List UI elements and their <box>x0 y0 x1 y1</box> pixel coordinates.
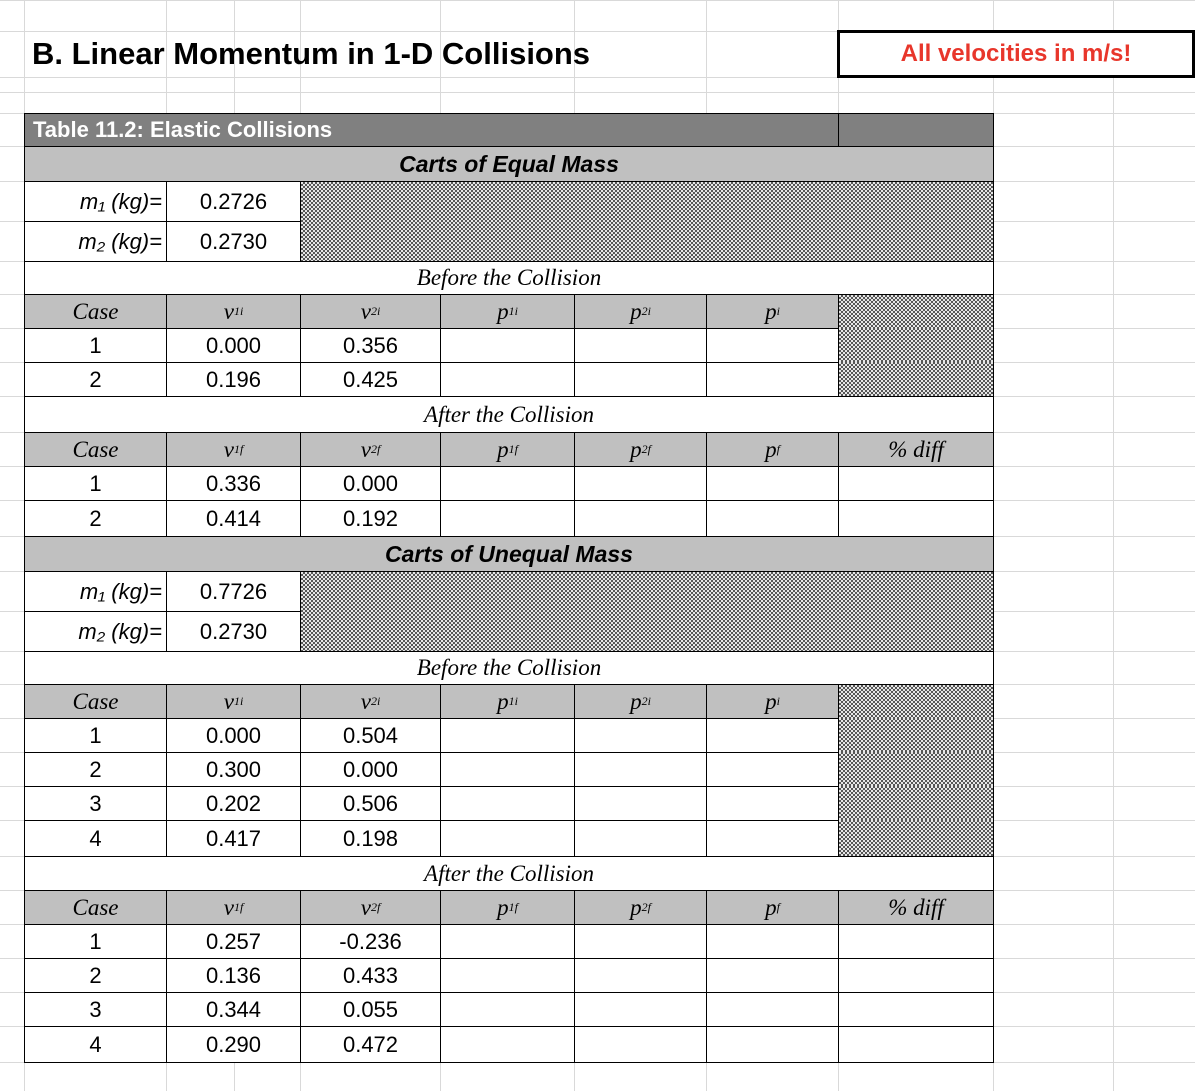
unequal-after-v2-4: 0.472 <box>300 1026 441 1063</box>
header-symbol: v <box>360 894 371 920</box>
unequal-after-p2-input-4[interactable] <box>574 1026 707 1063</box>
unequal-after-v1-1: 0.257 <box>166 924 301 959</box>
equal-after-v1-2: 0.414 <box>166 500 301 537</box>
unequal-before-col-p2i-header <box>574 684 707 719</box>
header-subscript: 2i <box>370 694 381 708</box>
equal-before-p1-input-2[interactable] <box>440 362 575 397</box>
header-symbol: p <box>765 688 777 714</box>
unequal-m1-label: m₁ (kg)= <box>24 571 167 612</box>
equal-after-pct-diff-header: % diff <box>838 432 994 467</box>
unequal-after-pct-diff-input-1[interactable] <box>838 924 994 959</box>
header-symbol: p <box>630 298 642 324</box>
unequal-after-col-pf-header <box>706 890 839 925</box>
header-subscript: 2f <box>641 900 651 914</box>
unequal-after-p1-input-2[interactable] <box>440 958 575 993</box>
unequal-before-shaded-cell <box>838 752 994 787</box>
unequal-after-col-v2f-header <box>300 890 441 925</box>
equal-before-case-2: 2 <box>24 362 167 397</box>
equal-before-col-pi-header <box>706 294 839 329</box>
equal-before-p-input-1[interactable] <box>706 328 839 363</box>
unequal-after-p-input-4[interactable] <box>706 1026 839 1063</box>
header-subscript: 1f <box>233 900 244 914</box>
unequal-before-p2-input-2[interactable] <box>574 752 707 787</box>
header-subscript: i <box>776 694 780 708</box>
header-subscript: 1f <box>233 442 244 456</box>
header-subscript: i <box>776 304 780 318</box>
unequal-after-p1-input-3[interactable] <box>440 992 575 1027</box>
table-title-end-cell <box>838 113 994 147</box>
unequal-before-p2-input-3[interactable] <box>574 786 707 821</box>
table-title: Table 11.2: Elastic Collisions <box>24 113 839 147</box>
equal-after-v2-1: 0.000 <box>300 466 441 501</box>
header-symbol: v <box>223 436 234 462</box>
unequal-before-p1-input-4[interactable] <box>440 820 575 857</box>
equal-after-p1-input-2[interactable] <box>440 500 575 537</box>
header-symbol: v <box>360 436 371 462</box>
unequal-after-pct-diff-input-2[interactable] <box>838 958 994 993</box>
equal-after-col-p2f-header <box>574 432 707 467</box>
equal-before-v1-2: 0.196 <box>166 362 301 397</box>
unequal-before-p-input-3[interactable] <box>706 786 839 821</box>
equal-before-case-1: 1 <box>24 328 167 363</box>
unequal-after-case-2: 2 <box>24 958 167 993</box>
header-subscript: f <box>776 900 780 914</box>
unequal-before-case-3: 3 <box>24 786 167 821</box>
header-symbol: p <box>497 894 509 920</box>
header-subscript: 2f <box>370 442 381 456</box>
unequal-after-col-v1f-header <box>166 890 301 925</box>
equal-before-col-v1i-header <box>166 294 301 329</box>
equal-after-p1-input-1[interactable] <box>440 466 575 501</box>
equal-after-p2-input-1[interactable] <box>574 466 707 501</box>
unequal-before-p2-input-4[interactable] <box>574 820 707 857</box>
header-subscript: 1i <box>233 694 244 708</box>
equal-before-v1-1: 0.000 <box>166 328 301 363</box>
header-subscript: 2f <box>370 900 381 914</box>
equal-m2-label: m₂ (kg)= <box>24 221 167 262</box>
equal-before-p2-input-2[interactable] <box>574 362 707 397</box>
unequal-after-p-input-3[interactable] <box>706 992 839 1027</box>
equal-before-p-input-2[interactable] <box>706 362 839 397</box>
unequal-after-label: After the Collision <box>24 856 994 891</box>
equal-before-col-p1i-header <box>440 294 575 329</box>
header-subscript: 2i <box>641 304 651 318</box>
header-symbol: v <box>360 688 371 714</box>
unequal-after-case-header: Case <box>24 890 167 925</box>
unequal-before-case-2: 2 <box>24 752 167 787</box>
unequal-after-v1-4: 0.290 <box>166 1026 301 1063</box>
equal-after-case-header: Case <box>24 432 167 467</box>
unequal-before-case-1: 1 <box>24 718 167 753</box>
equal-before-p1-input-1[interactable] <box>440 328 575 363</box>
unequal-before-case-4: 4 <box>24 820 167 857</box>
header-symbol: v <box>360 298 371 324</box>
unequal-before-p-input-1[interactable] <box>706 718 839 753</box>
unequal-before-v1-4: 0.417 <box>166 820 301 857</box>
equal-section-header: Carts of Equal Mass <box>24 146 994 182</box>
unequal-m2-label: m₂ (kg)= <box>24 611 167 652</box>
header-subscript: 1i <box>508 304 518 318</box>
unequal-m1-value: 0.7726 <box>166 571 301 612</box>
unequal-before-p-input-2[interactable] <box>706 752 839 787</box>
unequal-before-p2-input-1[interactable] <box>574 718 707 753</box>
unequal-after-case-3: 3 <box>24 992 167 1027</box>
unequal-before-p-input-4[interactable] <box>706 820 839 857</box>
unequal-after-col-p2f-header <box>574 890 707 925</box>
header-subscript: 2i <box>641 694 651 708</box>
equal-after-label: After the Collision <box>24 396 994 433</box>
header-subscript: 1f <box>508 442 518 456</box>
unequal-after-p2-input-2[interactable] <box>574 958 707 993</box>
unequal-after-p2-input-1[interactable] <box>574 924 707 959</box>
unequal-after-p2-input-3[interactable] <box>574 992 707 1027</box>
equal-before-col-p2i-header <box>574 294 707 329</box>
equal-after-col-v2f-header <box>300 432 441 467</box>
header-symbol: p <box>630 688 642 714</box>
unequal-after-v1-2: 0.136 <box>166 958 301 993</box>
equal-after-pct-diff-input-2[interactable] <box>838 500 994 537</box>
unequal-after-p1-input-4[interactable] <box>440 1026 575 1063</box>
unequal-before-col-pi-header <box>706 684 839 719</box>
equal-after-p2-input-2[interactable] <box>574 500 707 537</box>
header-symbol: p <box>497 436 509 462</box>
unequal-after-pct-diff-input-3[interactable] <box>838 992 994 1027</box>
equal-before-col-v2i-header <box>300 294 441 329</box>
unequal-before-col-v1i-header <box>166 684 301 719</box>
equal-after-col-v1f-header <box>166 432 301 467</box>
header-subscript: 1i <box>508 694 518 708</box>
unequal-section-header: Carts of Unequal Mass <box>24 536 994 572</box>
equal-after-v1-1: 0.336 <box>166 466 301 501</box>
equal-before-v2-1: 0.356 <box>300 328 441 363</box>
unequal-after-p1-input-1[interactable] <box>440 924 575 959</box>
unequal-before-v2-1: 0.504 <box>300 718 441 753</box>
header-symbol: p <box>765 436 777 462</box>
equal-m1-label: m₁ (kg)= <box>24 181 167 222</box>
unequal-before-shaded-cell <box>838 786 994 821</box>
unequal-before-v1-2: 0.300 <box>166 752 301 787</box>
unequal-before-col-v2i-header <box>300 684 441 719</box>
header-subscript: 1i <box>233 304 244 318</box>
unequal-before-col-p1i-header <box>440 684 575 719</box>
unequal-before-label: Before the Collision <box>24 651 994 685</box>
unequal-after-pct-diff-header: % diff <box>838 890 994 925</box>
unequal-before-shaded-cell <box>838 718 994 753</box>
equal-before-shaded-cell <box>838 294 994 329</box>
unequal-after-v2-1: -0.236 <box>300 924 441 959</box>
equal-before-p2-input-1[interactable] <box>574 328 707 363</box>
equal-after-case-2: 2 <box>24 500 167 537</box>
equal-after-col-p1f-header <box>440 432 575 467</box>
equal-m1-value: 0.2726 <box>166 181 301 222</box>
unequal-before-v2-2: 0.000 <box>300 752 441 787</box>
unequal-after-p-input-1[interactable] <box>706 924 839 959</box>
unequal-before-case-header: Case <box>24 684 167 719</box>
unequal-after-case-4: 4 <box>24 1026 167 1063</box>
equal-after-v2-2: 0.192 <box>300 500 441 537</box>
unequal-after-col-p1f-header <box>440 890 575 925</box>
unequal-after-case-1: 1 <box>24 924 167 959</box>
unequal-before-v2-3: 0.506 <box>300 786 441 821</box>
unequal-shaded-block <box>300 571 994 652</box>
header-symbol: v <box>223 298 234 324</box>
header-symbol: p <box>497 298 509 324</box>
equal-before-shaded-cell <box>838 328 994 363</box>
header-symbol: p <box>765 298 777 324</box>
header-subscript: 2f <box>641 442 651 456</box>
unequal-before-p1-input-2[interactable] <box>440 752 575 787</box>
unequal-before-p1-input-1[interactable] <box>440 718 575 753</box>
equal-before-case-header: Case <box>24 294 167 329</box>
header-symbol: p <box>630 894 642 920</box>
header-subscript: f <box>776 442 780 456</box>
equal-m2-value: 0.2730 <box>166 221 301 262</box>
equal-after-col-pf-header <box>706 432 839 467</box>
unequal-after-p-input-2[interactable] <box>706 958 839 993</box>
header-symbol: p <box>497 688 509 714</box>
equal-after-p-input-2[interactable] <box>706 500 839 537</box>
velocity-units-notice: All velocities in m/s! <box>837 30 1195 78</box>
unequal-after-v1-3: 0.344 <box>166 992 301 1027</box>
equal-before-v2-2: 0.425 <box>300 362 441 397</box>
header-subscript: 1f <box>508 900 518 914</box>
unequal-after-pct-diff-input-4[interactable] <box>838 1026 994 1063</box>
equal-shaded-block <box>300 181 994 262</box>
header-symbol: p <box>765 894 777 920</box>
header-symbol: v <box>223 688 234 714</box>
unequal-before-v1-3: 0.202 <box>166 786 301 821</box>
equal-after-p-input-1[interactable] <box>706 466 839 501</box>
unequal-before-v2-4: 0.198 <box>300 820 441 857</box>
equal-before-label: Before the Collision <box>24 261 994 295</box>
equal-after-case-1: 1 <box>24 466 167 501</box>
page-title: B. Linear Momentum in 1-D Collisions <box>32 36 591 71</box>
header-symbol: p <box>630 436 642 462</box>
unequal-before-v1-1: 0.000 <box>166 718 301 753</box>
unequal-before-shaded-cell <box>838 820 994 857</box>
unequal-before-shaded-cell <box>838 684 994 719</box>
unequal-after-v2-3: 0.055 <box>300 992 441 1027</box>
equal-after-pct-diff-input-1[interactable] <box>838 466 994 501</box>
unequal-m2-value: 0.2730 <box>166 611 301 652</box>
unequal-after-v2-2: 0.433 <box>300 958 441 993</box>
unequal-before-p1-input-3[interactable] <box>440 786 575 821</box>
equal-before-shaded-cell <box>838 362 994 397</box>
header-subscript: 2i <box>370 304 381 318</box>
header-symbol: v <box>223 894 234 920</box>
